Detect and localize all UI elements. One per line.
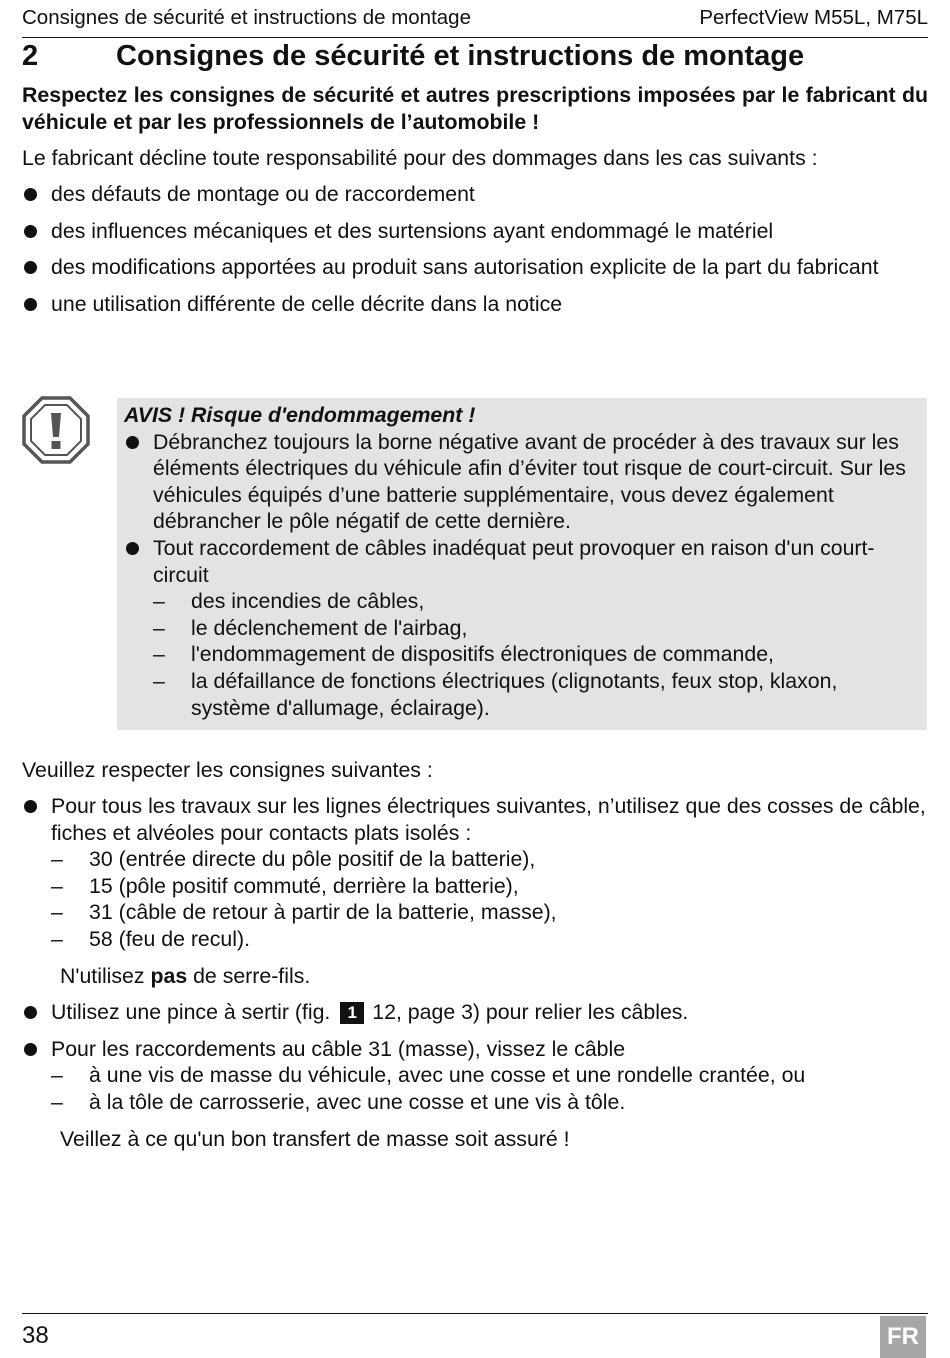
header-product-name: PerfectView M55L, M75L xyxy=(699,6,928,29)
instructions-text: Veuillez respecter les consignes suivantes : xyxy=(22,758,433,782)
note-text: de serre-fils. xyxy=(187,963,311,988)
list-item-text: 12, page 3) pour relier les câbles. xyxy=(372,1000,689,1025)
instructions-list xyxy=(22,793,928,1152)
page-number: 38 xyxy=(22,1322,49,1349)
sublist-item: – 58 (feu de recul). xyxy=(51,926,928,953)
intro-paragraph: Respectez les consignes de sécurité et autres prescriptions imposées par le fabricant du véhicule et par les professionnels de l’automobile ! xyxy=(22,83,928,134)
section-heading xyxy=(22,40,804,73)
note-no-splice-connectors xyxy=(51,963,928,990)
warning-exclamation-octagon-icon xyxy=(22,396,90,464)
liability-text: Le fabricant décline toute responsabilité pour des dommages dans les cas suivants : xyxy=(22,146,818,170)
note-text: N'utilisez xyxy=(60,963,151,988)
list-item: une utilisation différente de celle décrite dans la notice xyxy=(22,291,928,318)
note-emphasis: pas xyxy=(150,963,188,988)
sublist-item: – la défaillance de fonctions électriques (clignotants, feux stop, klaxon, système d'allumage, éclairage). xyxy=(153,668,919,721)
list-item xyxy=(124,535,919,721)
note-ground-transfer: Veillez à ce qu'un bon transfert de masse soit assuré ! xyxy=(60,1126,570,1151)
sublist-item: – des incendies de câbles, xyxy=(153,588,919,615)
list-item-text: Utilisez une pince à sertir (fig. xyxy=(51,1000,337,1025)
ground-sublist xyxy=(51,1062,928,1115)
language-tab: FR xyxy=(880,1316,926,1358)
cable-sublist xyxy=(51,846,928,952)
notice-title: AVIS ! Risque d'endommagement ! xyxy=(124,403,476,427)
section-title: Consignes de sécurité et instructions de montage xyxy=(116,40,805,72)
notice-list xyxy=(124,429,919,722)
header-section-title: Consignes de sécurité et instructions de montage xyxy=(22,6,471,29)
list-item: Débranchez toujours la borne négative avant de procéder à des travaux sur les éléments électriques du véhicule afin d’éviter tout risque de court-circuit. Sur les véhicules équipés d’une batterie supplémentaire, vous devez également débrancher le pôle négatif de cette dernière. xyxy=(124,429,919,535)
list-item: des défauts de montage ou de raccordement xyxy=(22,181,928,208)
sublist-item: – le déclenchement de l'airbag, xyxy=(153,615,919,642)
sublist-item: – 30 (entrée directe du pôle positif de la batterie), xyxy=(51,846,928,873)
sublist-item: – à une vis de masse du véhicule, avec une cosse et une rondelle crantée, ou xyxy=(51,1062,928,1089)
sublist-item: – l'endommagement de dispositifs électroniques de commande, xyxy=(153,641,919,668)
sublist-item: – 31 (câble de retour à partir de la batterie, masse), xyxy=(51,899,928,926)
list-item-text: Pour tous les travaux sur les lignes électriques suivantes, n’utilisez que des cosses de câble, fiches et alvéoles pour contacts plats isolés : xyxy=(51,794,926,845)
figure-badge: 1 xyxy=(340,1002,364,1024)
notice-sublist xyxy=(153,588,919,721)
list-item xyxy=(22,999,928,1026)
list-item: des modifications apportées au produit sans autorisation explicite de la part du fabricant xyxy=(22,254,928,281)
list-item-text: Tout raccordement de câbles inadéquat peut provoquer en raison d'un court-circuit xyxy=(153,535,875,587)
section-number: 2 xyxy=(22,40,39,72)
list-item xyxy=(22,793,928,989)
list-item xyxy=(22,1036,928,1152)
footer-rule xyxy=(22,1313,928,1314)
sublist-item: – 15 (pôle positif commuté, derrière la batterie), xyxy=(51,873,928,900)
list-item-text: Pour les raccordements au câble 31 (masse), vissez le câble xyxy=(51,1036,626,1061)
liability-list xyxy=(22,181,928,317)
sublist-item: – à la tôle de carrosserie, avec une cosse et une vis à tôle. xyxy=(51,1089,928,1116)
page-header xyxy=(22,6,928,38)
notice-box xyxy=(117,398,927,730)
list-item: des influences mécaniques et des surtensions ayant endommagé le matériel xyxy=(22,218,928,245)
